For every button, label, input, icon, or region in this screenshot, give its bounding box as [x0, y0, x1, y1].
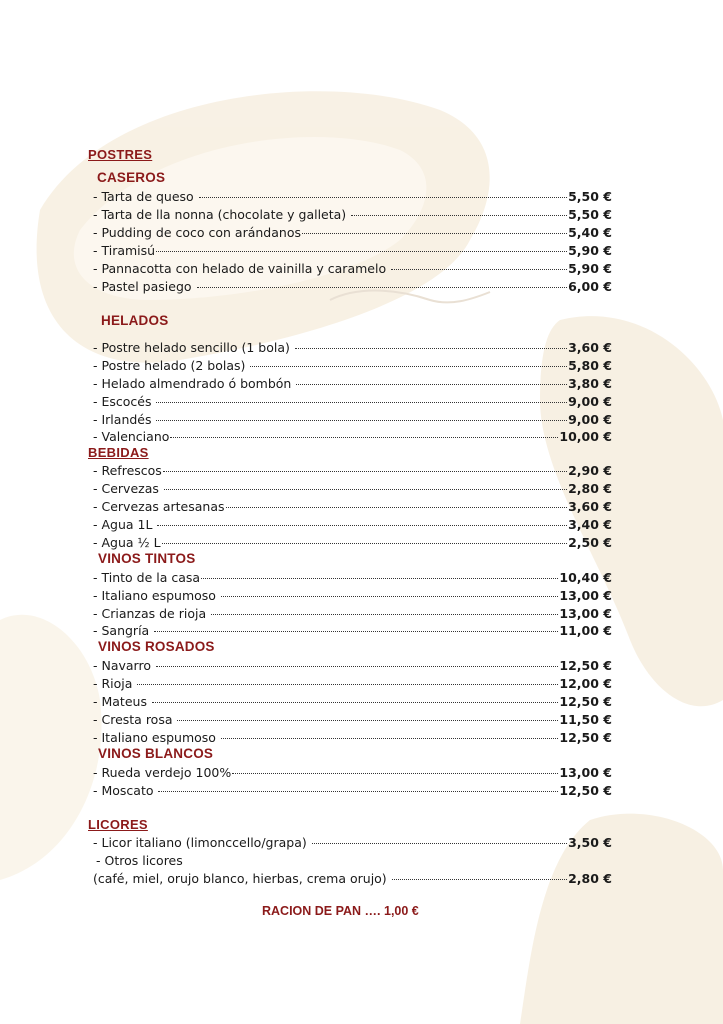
menu-item	[93, 587, 612, 605]
section-title-licores: LICORES	[88, 817, 148, 832]
dot-leader	[156, 251, 567, 252]
item-price: 12,50 €	[559, 730, 612, 745]
dot-leader	[221, 596, 559, 597]
item-price: 11,50 €	[559, 712, 612, 727]
item-name: - Navarro	[93, 658, 155, 673]
menu-item	[93, 657, 612, 675]
item-price: 3,60 €	[568, 340, 612, 355]
bread-price: 1,00 €	[380, 904, 419, 918]
menu-item	[93, 278, 612, 296]
dot-leader	[177, 720, 558, 721]
item-price: 12,50 €	[559, 783, 612, 798]
menu-item	[93, 393, 612, 411]
item-price: 2,90 €	[568, 463, 612, 478]
menu-item	[93, 675, 612, 693]
item-name: - Tiramisú	[93, 243, 156, 258]
item-price: 5,80 €	[568, 358, 612, 373]
menu-item	[93, 729, 612, 747]
item-price: 13,00 €	[559, 765, 612, 780]
item-name: - Rioja	[93, 676, 137, 691]
item-price: 3,80 €	[568, 376, 612, 391]
dot-leader	[221, 738, 559, 739]
item-price: 5,50 €	[568, 189, 612, 204]
dot-leader	[295, 348, 567, 349]
menu-item	[93, 242, 612, 260]
menu-item	[93, 224, 612, 242]
item-name: - Pastel pasiego	[93, 279, 196, 294]
menu-item	[93, 622, 612, 640]
item-price: 5,90 €	[568, 243, 612, 258]
menu-item	[93, 498, 612, 516]
subsection-title-caseros: CASEROS	[97, 170, 166, 185]
dot-leader	[296, 384, 567, 385]
dot-leader	[226, 507, 568, 508]
subsection-title-vinos-rosados: VINOS ROSADOS	[98, 639, 215, 654]
item-name: (café, miel, orujo blanco, hierbas, crema orujo)	[93, 871, 391, 886]
menu-item	[93, 462, 612, 480]
menu-item	[93, 188, 612, 206]
item-name: - Valenciano	[93, 429, 170, 444]
item-name: - Rueda verdejo 100%	[93, 765, 232, 780]
menu-item	[93, 260, 612, 278]
menu-item	[93, 428, 612, 446]
item-price: 5,40 €	[568, 225, 612, 240]
dot-leader	[156, 666, 558, 667]
item-price: 10,00 €	[559, 429, 612, 444]
dot-leader	[163, 471, 567, 472]
dot-leader	[250, 366, 567, 367]
dot-leader	[156, 402, 567, 403]
menu-item	[93, 764, 612, 782]
menu-item	[93, 782, 612, 800]
item-name: - Italiano espumoso	[93, 588, 220, 603]
item-name: - Postre helado sencillo (1 bola)	[93, 340, 294, 355]
menu-item	[93, 693, 612, 711]
menu-item	[93, 411, 612, 429]
item-name: - Tarta de lla nonna (chocolate y galleta)	[93, 207, 351, 222]
item-price: 11,00 €	[559, 623, 612, 638]
item-price: 2,80 €	[568, 871, 612, 886]
dot-leader	[156, 420, 567, 421]
dot-leader	[351, 215, 567, 216]
dot-leader	[201, 578, 558, 579]
item-price: 10,40 €	[559, 570, 612, 585]
dot-leader	[302, 233, 567, 234]
item-price: 5,90 €	[568, 261, 612, 276]
item-price: 3,60 €	[568, 499, 612, 514]
bread-portion	[262, 904, 419, 918]
dot-leader	[170, 437, 558, 438]
other-liquors-label: - Otros licores	[96, 853, 183, 868]
item-name: - Licor italiano (limonccello/grapa)	[93, 835, 311, 850]
item-name: - Agua 1L	[93, 517, 157, 532]
dot-leader	[162, 543, 568, 544]
dot-leader	[164, 489, 567, 490]
dot-leader	[312, 843, 567, 844]
menu-item	[93, 534, 612, 552]
section-title-postres: POSTRES	[88, 147, 153, 162]
dot-leader	[392, 879, 567, 880]
dot-leader	[199, 197, 567, 198]
dot-leader	[152, 702, 558, 703]
item-name: - Tinto de la casa	[93, 570, 201, 585]
item-name: - Mateus	[93, 694, 151, 709]
dot-leader	[211, 614, 558, 615]
bread-label: RACION DE PAN ….	[262, 904, 381, 918]
dot-leader	[137, 684, 558, 685]
item-name: - Crianzas de rioja	[93, 606, 211, 621]
item-price: 6,00 €	[568, 279, 612, 294]
menu-item	[93, 605, 612, 623]
dot-leader	[197, 287, 568, 288]
item-name: - Cresta rosa	[93, 712, 177, 727]
menu-item	[93, 516, 612, 534]
subsection-title-helados: HELADOS	[101, 313, 169, 328]
dot-leader	[158, 791, 558, 792]
item-name: - Italiano espumoso	[93, 730, 220, 745]
item-price: 13,00 €	[559, 588, 612, 603]
item-price: 12,00 €	[559, 676, 612, 691]
item-price: 9,00 €	[568, 394, 612, 409]
section-title-bebidas: BEBIDAS	[88, 445, 149, 460]
dot-leader	[232, 773, 558, 774]
menu-item	[93, 711, 612, 729]
item-name: - Cervezas	[93, 481, 163, 496]
item-price: 9,00 €	[568, 412, 612, 427]
item-price: 5,50 €	[568, 207, 612, 222]
item-price: 12,50 €	[559, 694, 612, 709]
dot-leader	[391, 269, 567, 270]
item-price: 3,40 €	[568, 517, 612, 532]
menu-item	[93, 480, 612, 498]
item-name: - Sangría	[93, 623, 154, 638]
item-price: 12,50 €	[559, 658, 612, 673]
menu-item	[93, 375, 612, 393]
menu-item	[93, 569, 612, 587]
item-name: - Cervezas artesanas	[93, 499, 225, 514]
item-name: - Tarta de queso	[93, 189, 198, 204]
menu-item	[93, 870, 612, 888]
item-name: - Pannacotta con helado de vainilla y caramelo	[93, 261, 391, 276]
item-price: 2,50 €	[568, 535, 612, 550]
menu-item	[93, 834, 612, 852]
item-name: - Helado almendrado ó bombón	[93, 376, 296, 391]
item-price: 3,50 €	[568, 835, 612, 850]
dot-leader	[154, 631, 558, 632]
item-price: 2,80 €	[568, 481, 612, 496]
item-name: - Refrescos	[93, 463, 162, 478]
item-name: - Postre helado (2 bolas)	[93, 358, 250, 373]
dot-leader	[157, 525, 567, 526]
menu-item	[93, 339, 612, 357]
menu-item	[93, 206, 612, 224]
item-name: - Escocés	[93, 394, 156, 409]
subsection-title-vinos-blancos: VINOS BLANCOS	[98, 746, 214, 761]
item-name: - Agua ½ L	[93, 535, 161, 550]
menu-item	[93, 357, 612, 375]
subsection-title-vinos-tintos: VINOS TINTOS	[98, 551, 196, 566]
item-name: - Irlandés	[93, 412, 156, 427]
item-name: - Moscato	[93, 783, 158, 798]
item-name: - Pudding de coco con arándanos	[93, 225, 301, 240]
item-price: 13,00 €	[559, 606, 612, 621]
